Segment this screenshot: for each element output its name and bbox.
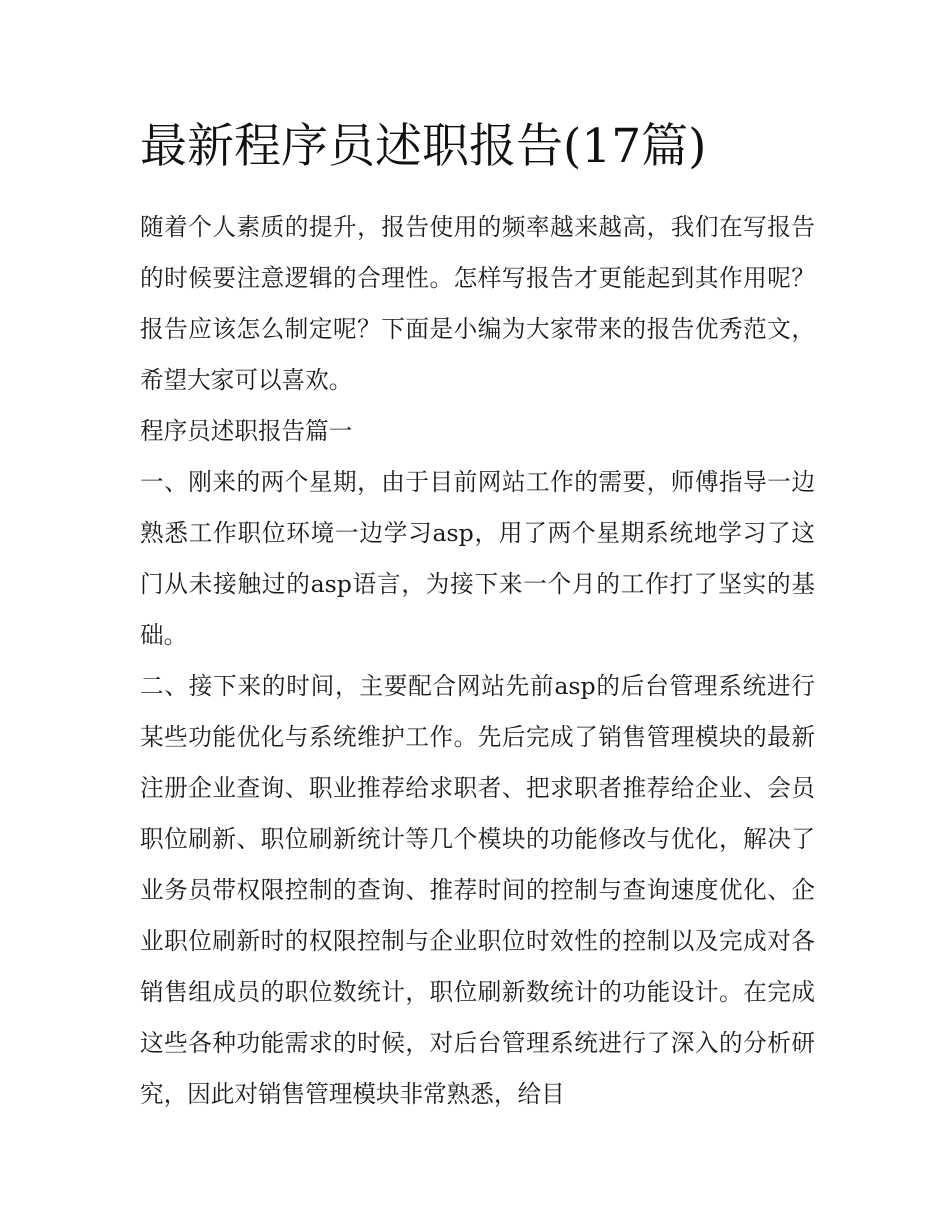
- document-page: [140, 118, 815, 1120]
- body-paragraph: 一、刚来的两个星期，由于目前网站工作的需要，师傅指导一边熟悉工作职位环境一边学习asp，用了两个星期系统地学习了这门从未接触过的asp语言，为接下来一个月的工作打了坚实的基础。: [140, 468, 815, 649]
- section-heading: 程序员述职报告篇一: [140, 417, 353, 445]
- intro-paragraph: 随着个人素质的提升，报告使用的频率越来越高，我们在写报告的时候要注意逻辑的合理性。怎样写报告才更能起到其作用呢？报告应该怎么制定呢？下面是小编为大家带来的报告优秀范文，希望大家可以喜欢。: [140, 213, 815, 394]
- document-title: 最新程序员述职报告(17篇): [140, 119, 707, 174]
- body-paragraph: 二、接下来的时间，主要配合网站先前asp的后台管理系统进行某些功能优化与系统维护工作。先后完成了销售管理模块的最新注册企业查询、职业推荐给求职者、把求职者推荐给企业、会员职位刷新、职位刷新统计等几个模块的功能修改与优化，解决了业务员带权限控制的查询、推荐时间的控制与查询速度优化、企业职位刷新时的权限控制与企业职位时效性的控制以及完成对各销售组成员的职位数统计，职位刷新数统计的功能设计。在完成这些各种功能需求的时候，对后台管理系统进行了深入的分析研究，因此对销售管理模块非常熟悉，给目: [140, 672, 815, 1108]
- document-body: [140, 202, 815, 1120]
